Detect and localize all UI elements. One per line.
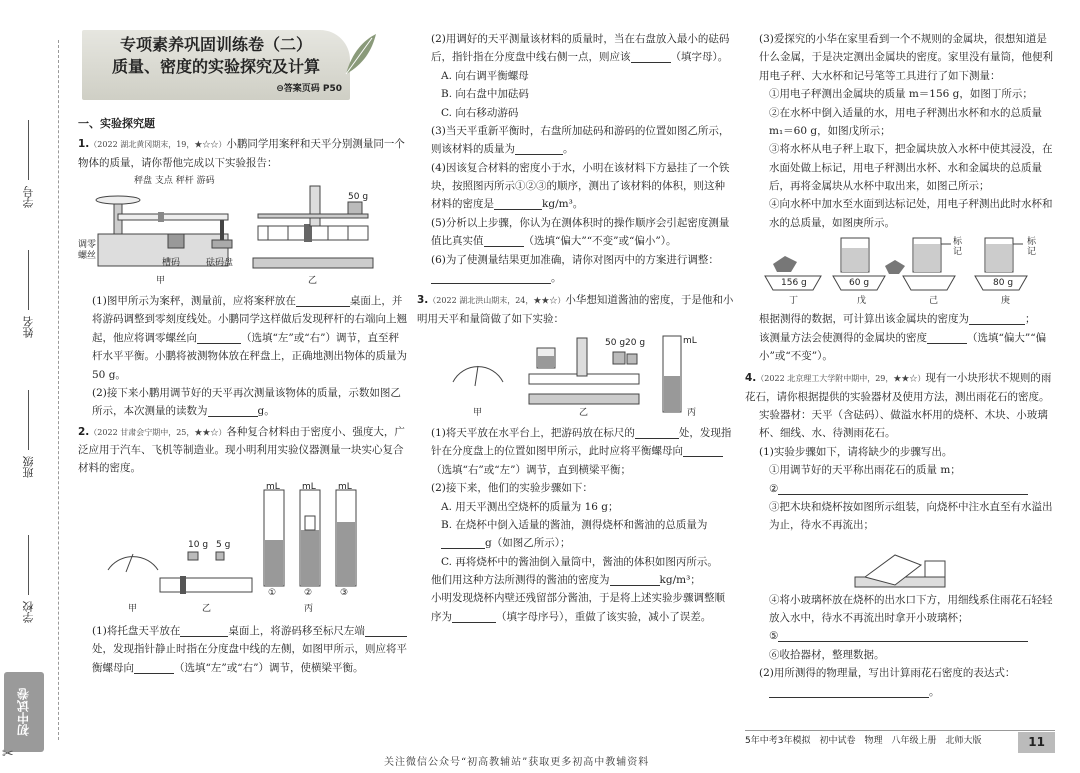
answer-blank[interactable] (431, 272, 551, 284)
answer-blank[interactable] (197, 332, 241, 344)
binding-margin (0, 0, 70, 773)
q2-weight-5g: 5 g (216, 539, 231, 550)
field-label: 班级 (22, 456, 35, 478)
q4-part2: (2)用所测得的物理量，写出计算雨花石密度的表达式： (759, 667, 1016, 680)
q2-cyl-1: ① (268, 587, 277, 598)
q3-calc: 根据测得的数据，可计算出该金属块的密度为 ； (759, 313, 1036, 326)
answer-blank[interactable] (515, 143, 563, 155)
q1-fig-label-mid: 槽码 (162, 258, 181, 268)
answer-blank[interactable] (769, 686, 929, 698)
q3-step-c: C. 再将烧杯中的酱油倒入量筒中，酱油的体积如图丙所示。 (441, 555, 718, 568)
q3-sub-3: ③将水杯从电子秤上取下，把金属块放入水杯中使其浸没，在水面处做上标记，用电子秤测出水杯、水和金属块的总质量后，再将金属块从水杯中取出来，如图己所示； (769, 143, 1053, 192)
answer-blank[interactable] (969, 313, 1025, 325)
q4-step-6: ⑥收拾器材，整理数据。 (769, 648, 885, 661)
answer-blank[interactable] (927, 332, 967, 344)
fig-caption-a: 甲 (473, 408, 483, 418)
q2-weight-10g: 10 g (188, 539, 209, 550)
q4-step-3: ③把木块和烧杯按如图所示组装，向烧杯中注水直至有水溢出为止，待水不再流出； (769, 500, 1053, 532)
column-1 (78, 30, 408, 677)
q2-option-b: B. 向右盘中加砝码 (441, 88, 529, 101)
page-number: 11 (1018, 732, 1055, 753)
q3-scale-figure (745, 234, 1053, 308)
field-label: 学校 (22, 601, 35, 623)
q2-option-c: C. 向右移动游码 (441, 106, 519, 119)
q1-part1: (1)图甲所示为案秤，测量前，应将案秤放在 桌面上，并将游码调整到零刻度线处。小鹏同学这样做后发现秤杆的右端向上翘起，他应将调零螺丝向 （选填“左”或“右”）调节，直至秤杆水平平衡。小鹏将被测物体放在秤盘上，正确地测出物体的质量为 50 g。 (92, 295, 407, 381)
q4-step-1: ①用调节好的天平称出雨花石的质量 m； (769, 464, 961, 477)
answer-blank[interactable] (635, 427, 679, 439)
q4-stem: 4.（2022 北京理工大学附中期中，29，★★☆）现有一小块形状不规则的雨花石，请你根据提供的实验器材及使用方法，测出雨花石的密度。 (745, 372, 1052, 403)
student-id-field (22, 120, 38, 208)
mark-label: 标记 (953, 237, 963, 258)
fig-caption-b: 乙 (579, 408, 589, 418)
name-field (22, 250, 38, 338)
fig-caption-a: 甲 (128, 603, 138, 614)
q2-part5: (5)分析以上步骤，你认为在测体积时的操作顺序会引起密度测量值比真实值 （选填“偏大”“不变”或“偏小”）。 (431, 216, 730, 248)
section-heading: 一、实验探究题 (78, 117, 155, 130)
fig-caption-d: 丁 (789, 296, 799, 307)
q3-adjust: 小明发现烧杯内壁还残留部分酱油，于是将上述实验步骤调整顺序为 （填字母序号），重做了该实验，减小了误差。 (431, 592, 725, 623)
scale-reading-2: 60 g (849, 278, 870, 289)
q3-part3: (3)爱探究的小华在家里看到一个不规则的金属块，很想知道是什么金属，于是决定测出金属块的密度。家里没有量筒，他便利用电子秤、大水杯和记号笔等工具进行了如下测量： (759, 33, 1053, 82)
field-label: 学号 (22, 186, 35, 208)
q2-part2: (2)用调好的天平测量该材料的质量时，当在右盘放入最小的砝码后，指针指在分度盘中线右侧一点，则应该 （填字母）。 (431, 33, 730, 64)
banner-title-line2: 质量、密度的实验探究及计算 (111, 56, 320, 76)
q4-step-4: ④将小玻璃杯放在烧杯的出水口下方，用细线系住雨花石轻轻放入水中，待水不再流出时拿开小玻璃杯； (769, 593, 1053, 624)
q3-sub-4: ④向水杯中加水至水面到达标记处，用电子秤测出此时水杯和水的总质量，如图庚所示。 (769, 198, 1053, 229)
scale-reading-1: 156 g (781, 278, 807, 289)
field-label: 姓名 (22, 316, 35, 338)
q3-ml-label: mL (683, 336, 697, 346)
fig-caption-w: 戊 (857, 296, 867, 307)
answer-blank[interactable] (494, 198, 542, 210)
q2-figure (78, 480, 408, 620)
class-field (22, 390, 38, 478)
school-field (22, 535, 38, 623)
q2-ml-label: mL (302, 481, 316, 492)
answer-blank[interactable] (441, 537, 485, 549)
answer-blank[interactable] (683, 445, 723, 457)
q1-fig-label-left: 调零螺丝 (78, 240, 97, 261)
q3-weight-20g: 20 g (625, 338, 646, 348)
q2-cyl-3: ③ (340, 587, 349, 598)
fig-caption-j: 己 (929, 296, 939, 307)
fig-caption-c: 丙 (304, 603, 314, 614)
q3-step-b: B. 在烧杯中倒入适量的酱油，测得烧杯和酱油的总质量为g（如图乙所示）； (441, 518, 708, 550)
q4-step-5: ⑤ (745, 627, 1053, 645)
q1-figure (78, 174, 408, 290)
fig-caption-g: 庚 (1001, 296, 1011, 307)
answer-blank[interactable] (631, 51, 671, 63)
q3-part2: (2)接下来，他们的实验步骤如下： (431, 482, 593, 495)
q1-part2: (2)接下来小鹏用调节好的天平再次测量该物体的质量，示数如图乙所示，本次测量的读数为 g。 (92, 386, 401, 418)
scale-reading-4: 80 g (993, 278, 1014, 289)
mark-label: 标记 (1027, 237, 1037, 258)
bottom-note: 关注微信公众号“初高教辅站”获取更多初高中教辅资料 (384, 757, 650, 768)
column-3 (745, 30, 1053, 701)
q2-cyl-2: ② (304, 587, 313, 598)
answer-blank[interactable] (296, 295, 350, 307)
q2-option-a: A. 向右调平衡螺母 (441, 69, 529, 82)
answer-blank[interactable] (484, 235, 524, 247)
q3-step-a: A. 用天平测出空烧杯的质量为 16 g； (441, 500, 619, 513)
q2-ml-label: mL (266, 481, 280, 492)
q2-part3: (3)当天平重新平衡时，右盘所加砝码和游码的位置如图乙所示，则该材料的质量为 。 (431, 124, 730, 156)
q3-weight-50g: 50 g (605, 338, 626, 348)
q4-overflow-figure (745, 537, 1053, 589)
q1-weight-label: 50 g (348, 192, 369, 202)
q1-fig-label-top: 秤盘 支点 秤杆 游码 (134, 176, 215, 186)
q1-fig-label-right: 砝码盘 (206, 258, 234, 268)
q4-equipment: 实验器材：天平（含砝码）、做溢水杯用的烧杯、木块、小玻璃杯、细线、水、待测雨花石。 (759, 409, 1048, 440)
brand-tab: 初中试卷 (4, 672, 44, 752)
q2-part6: (6)为了使测量结果更加准确，请你对图丙中的方案进行调整：。 (431, 253, 719, 284)
answer-blank[interactable] (208, 405, 258, 417)
answer-blank[interactable] (452, 611, 496, 623)
q2-part4: (4)因该复合材料的密度小于水，小明在该材料下方悬挂了一个铁块，按照图丙所示①②③的顺序，测出了该材料的体积，则这种材料的密度是 kg/m³。 (431, 161, 730, 211)
q1-stem: 1.（2022 湖北黄冈期末，19，★☆☆）小鹏同学用案秤和天平分别测量同一个物体的质量，请你帮他完成以下实验报告： (78, 138, 405, 169)
q3-calc2: 该测量方法会使测得的金属块的密度 （选填“偏大”“偏小”或“不变”）。 (759, 331, 1047, 362)
footer-text: 5年中考3年模拟 初中试卷 物理 八年级上册 北师大版 (745, 736, 982, 746)
q3-part1: (1)将天平放在水平台上，把游码放在标尺的 处，发现指针在分度盘上的位置如图甲所示，此时应将平衡螺母向（选填“右”或“左”）调节，直到横梁平衡； (431, 427, 732, 476)
q2-part1: (1)将托盘天平放在 桌面上，将游码移至标尺左端处，发现指针静止时指在分度盘中线的左侧，如图甲所示，则应将平衡螺母向 （选填“左”或“右”）调节，使横梁平衡。 (92, 624, 407, 674)
fig-caption-a: 甲 (156, 276, 166, 286)
answer-page-ref: ⊖答案页码 P50 (276, 84, 342, 95)
q2-ml-label: mL (338, 481, 352, 492)
q3-figure (417, 330, 735, 422)
q2-stem: 2.（2022 甘肃会宁期中，25，★★☆）各种复合材料由于密度小、强度大，广泛应用于汽车、飞机等制造业。现小明利用实验仪器测量一块实心复合材料的密度。 (78, 425, 405, 475)
fig-caption-b: 乙 (202, 603, 212, 614)
scissors-icon: ✂ (2, 746, 14, 762)
page-footer (745, 730, 1055, 750)
answer-blank[interactable] (180, 625, 228, 637)
fig-caption-c: 丙 (687, 408, 697, 418)
q3-sub-1: ①用电子秤测出金属块的质量 m＝156 g，如图丁所示； (769, 88, 1033, 101)
fig-caption-b: 乙 (308, 276, 318, 286)
answer-blank[interactable] (365, 625, 407, 637)
q3-sub-2: ②在水杯中倒入适量的水，用电子秤测出水杯和水的总质量 m₁＝60 g，如图戊所示； (769, 106, 1042, 137)
leaf-icon (342, 32, 378, 78)
q3-stem: 3.（2022 湖北洪山期末，24，★★☆）小华想知道酱油的密度，于是他和小明用天平和量筒做了如下实验： (417, 294, 734, 325)
q3-result: 他们用这种方法所测得的酱油的密度为 kg/m³； (431, 574, 701, 586)
answer-blank[interactable] (778, 483, 1028, 495)
answer-blank[interactable] (778, 630, 1028, 642)
column-2 (417, 30, 735, 626)
q4-expression: 。 (745, 683, 1053, 701)
q4-part1: (1)实验步骤如下，请将缺少的步骤写出。 (759, 445, 953, 458)
cut-line (58, 40, 59, 740)
q4-step-2: ② (745, 480, 1053, 498)
title-banner (82, 30, 350, 100)
banner-title-line1: 专项素养巩固训练卷（二） (119, 35, 312, 54)
answer-blank[interactable] (610, 574, 660, 586)
answer-blank[interactable] (134, 662, 174, 674)
